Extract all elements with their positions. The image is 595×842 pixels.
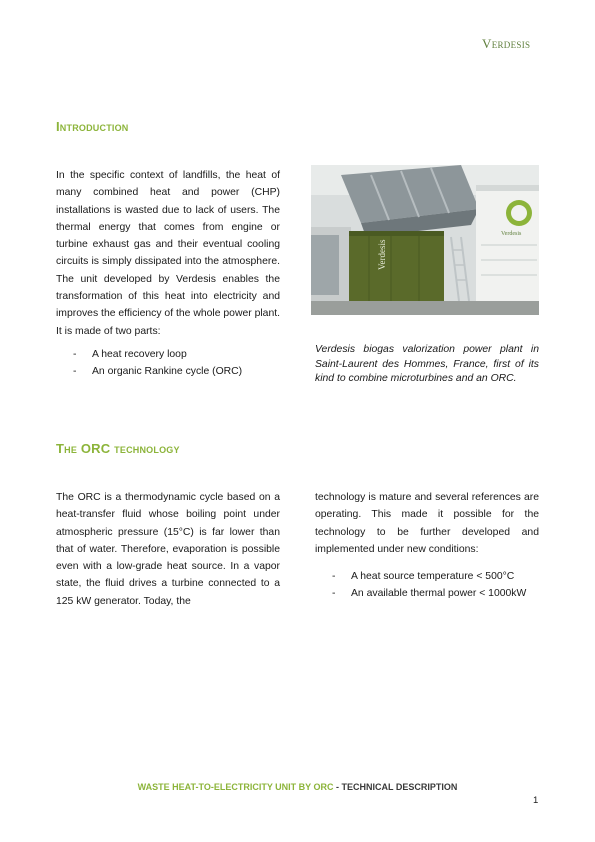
dash-bullet-icon: - bbox=[332, 588, 336, 600]
intro-parts-list bbox=[56, 346, 286, 381]
list-item: - An organic Rankine cycle (ORC) bbox=[56, 363, 286, 380]
list-item: - A heat recovery loop bbox=[56, 346, 286, 363]
photo-caption: Verdesis biogas valorization power plant in Saint-Laurent des Hommes, France, first of its kind to combine microturbines and an ORC. bbox=[315, 344, 539, 384]
orc-heading: The ORC technology bbox=[56, 441, 180, 456]
list-item: - An available thermal power < 1000kW bbox=[315, 585, 545, 602]
power-plant-photo bbox=[311, 165, 539, 315]
orc-paragraph-col2: technology is mature and several references are operating. This made it possible for the technology to be further developed and implemented under new conditions: bbox=[315, 492, 539, 555]
orc-paragraph-col1: The ORC is a thermodynamic cycle based on a heat-transfer fluid whose boiling point under atmospheric pressure (15°C) is far lower than that of water. Therefore, evaporation is possible even with a low-grade heat source. In a vapor state, the fluid drives a turbine connected to a 125 kW generator. Today, the bbox=[56, 492, 280, 607]
company-logo: Verdesis bbox=[482, 36, 531, 51]
dash-bullet-icon: - bbox=[73, 366, 77, 378]
container-brand-text: Verdesis bbox=[377, 239, 387, 270]
sign-brand-text: Verdesis bbox=[501, 231, 522, 237]
intro-heading: Introduction bbox=[56, 119, 129, 134]
page-footer: WASTE HEAT-TO-ELECTRICITY UNIT BY ORC - TECHNICAL DESCRIPTION bbox=[137, 782, 458, 792]
intro-paragraph: In the specific context of landfills, the heat of many combined heat and power (CHP) installations is wasted due to lack of users. The thermal energy that comes from engine or turbine exhaust gas and their eventual cooling circuits is simply dissipated into the atmosphere. The unit developed by Verdesis enables the transformation of this heat into electricity and improves the efficiency of the whole power plant. It is made of two parts: bbox=[56, 170, 280, 337]
page-number: 1 bbox=[533, 795, 539, 806]
list-item: - A heat source temperature < 500°C bbox=[315, 568, 545, 585]
dash-bullet-icon: - bbox=[332, 571, 336, 582]
orc-conditions-list bbox=[315, 568, 545, 603]
footer-subtitle: TECHNICAL DESCRIPTION bbox=[341, 782, 458, 792]
dash-bullet-icon: - bbox=[73, 349, 77, 360]
footer-title: WASTE HEAT-TO-ELECTRICITY UNIT BY ORC bbox=[137, 782, 334, 792]
